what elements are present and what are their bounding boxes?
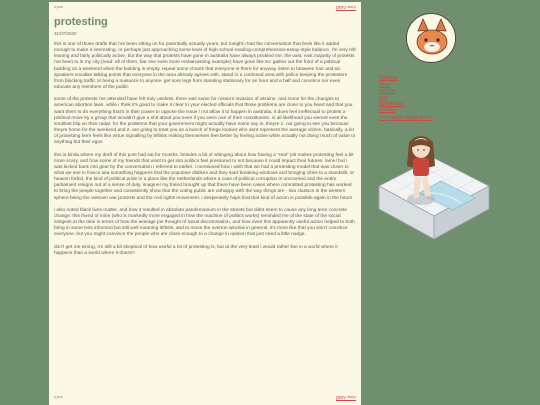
blog-post-panel: [49, 2, 361, 405]
nav-link-guestbook[interactable]: /guestbook: [379, 101, 404, 108]
post-paragraph-3: this is kinda where my draft of this post had sat for months, besides a bit of whinging about how having a "real" job makes protesting feel a bit more scary, and how some of my friends that want to get into politics feel pressured to not because it could impact their futures. lame! but i was kicked back into gear by the conversation i referred to earlier. i mentioned how i wish that we had a protesting model that was closer to what we see in france aka something happens that the populace dislikes and they start breaking windows and bringing cities to a standstill. or heaven forbid, the kind of political pride in a place like the netherlands where a case of political corruption is uncovered and the entire parliament resigns out of a sense of duty. imagine! my friend brought up that there have been cases where committed protesting has worked to bring the people together and consistently show that the voting public are unhappy with the way things are - two classics in the western sphere being the vietnam war protests and the civil rights movement. i desperately hope that that kind of action is possible again in the future: [54, 152, 354, 201]
girl-by-pool-image: [375, 126, 493, 244]
nav-link-sitemap[interactable]: /sitemap: [379, 75, 398, 82]
site-navigation: [379, 69, 433, 121]
next-post-link[interactable]: prev ==>: [336, 5, 356, 11]
webring-prev-link[interactable]: <==: [379, 114, 388, 121]
webring-home-link[interactable]: hotline webring: [389, 114, 423, 121]
nav-link-journal[interactable]: /journal: [379, 88, 396, 95]
avatar: [406, 13, 456, 63]
nav-link-credits[interactable]: /credits: [379, 107, 396, 114]
previous-post-link-bottom[interactable]: <==: [54, 395, 63, 401]
sidebar: [372, 13, 492, 253]
top-post-nav: [54, 5, 356, 12]
bottom-post-nav: [54, 395, 356, 402]
post-paragraph-2: some of the protests i've attended have felt truly useless. there was some for russia's invasion of ukraine, and some for the changes to american abortion laws. while i think it's good to make it clear to your elected officials that those problems are close to you heart and that you want them to do everything that's in their power to oppose the issue / not allow it to happen in australia, it does feel ineffectual to protest a political move by a group that wouldn't give a shit about you even if you were one of their constituents. in all likelihood you werent even the smallest blip on their radar. for the problems that your government might actually have some say in, theyre 1. not going to see you because theyre home for the weekend and 2. are going to treat you as a bunch of fringe loonies who dont represent the average citizen. basically, a lot of protesting here feels like virtue signalling by leftists making themselves feel better by feeling active while actually not doing much of value to anything but their egos: [54, 97, 356, 146]
nav-link-rss[interactable]: /rss: [379, 94, 388, 101]
post-date: 31/07/2020: [54, 31, 77, 36]
next-post-link-bottom[interactable]: prev ==>: [336, 395, 356, 401]
post-paragraph-4: i also noted black lives matter, and how it resulted in absolute pandemonium in the streets but didnt seem to cause any long term concrete change. this friend of mine (who is markedly more engaged in how the machine of politics works) reminded me of the state of the social zeitgeist at the time in terms of how the average joe thought of racial discrimination, and how even this apparently useful action helped to both bring in some less informed but still well meaning leftists, and to move the overton window in general. it's more like that you won't convince everyone, but you might convince the people who are close enough to a change in opinion that just need a little nudge.: [54, 207, 355, 238]
previous-post-link[interactable]: <==: [54, 5, 63, 11]
webring-next-link[interactable]: ==>: [424, 114, 433, 121]
post-paragraph-1: this is one of those drafts that i've been sitting on for potentially actually years, but tonight i had the conversation that feels like it added enough to make it interesting, or perhaps just approaching some level of high-school-reading-comprehension-essay-style balance. i'm very left leaning and fairly politically active, but the way that protests have gone in australia have always prickled me. the vast, vast majority of protests i've been to in my city (read: all of them, bar one even more embarrassing example) have gone like so: gather out the front of a political building on a weekend when the building is empty. repeat some chants that everyone is there for anyway. listen to between four and six speakers vocalise talking points that everyone in the area already agrees with. stand in a cordoned area with police keeping the protesters from blocking traffic or being a nuisance to anyone. get sore legs from standing stationary for an hour and a half and convince nor even educate any members of the public: [54, 42, 356, 91]
post-title: protesting: [54, 16, 108, 28]
webring: [379, 115, 433, 121]
nav-link-links[interactable]: /links: [379, 81, 391, 88]
pool-illustration: [375, 126, 493, 244]
fox-face-icon: [407, 14, 456, 63]
post-paragraph-5: don't get me wrong, i'm still a bit skeptical of how useful a lot of protesting is, but at the very least i would rather live in a world where it happens than a world where it doesn't: [54, 244, 338, 256]
nav-link-home[interactable]: /: [379, 69, 381, 75]
